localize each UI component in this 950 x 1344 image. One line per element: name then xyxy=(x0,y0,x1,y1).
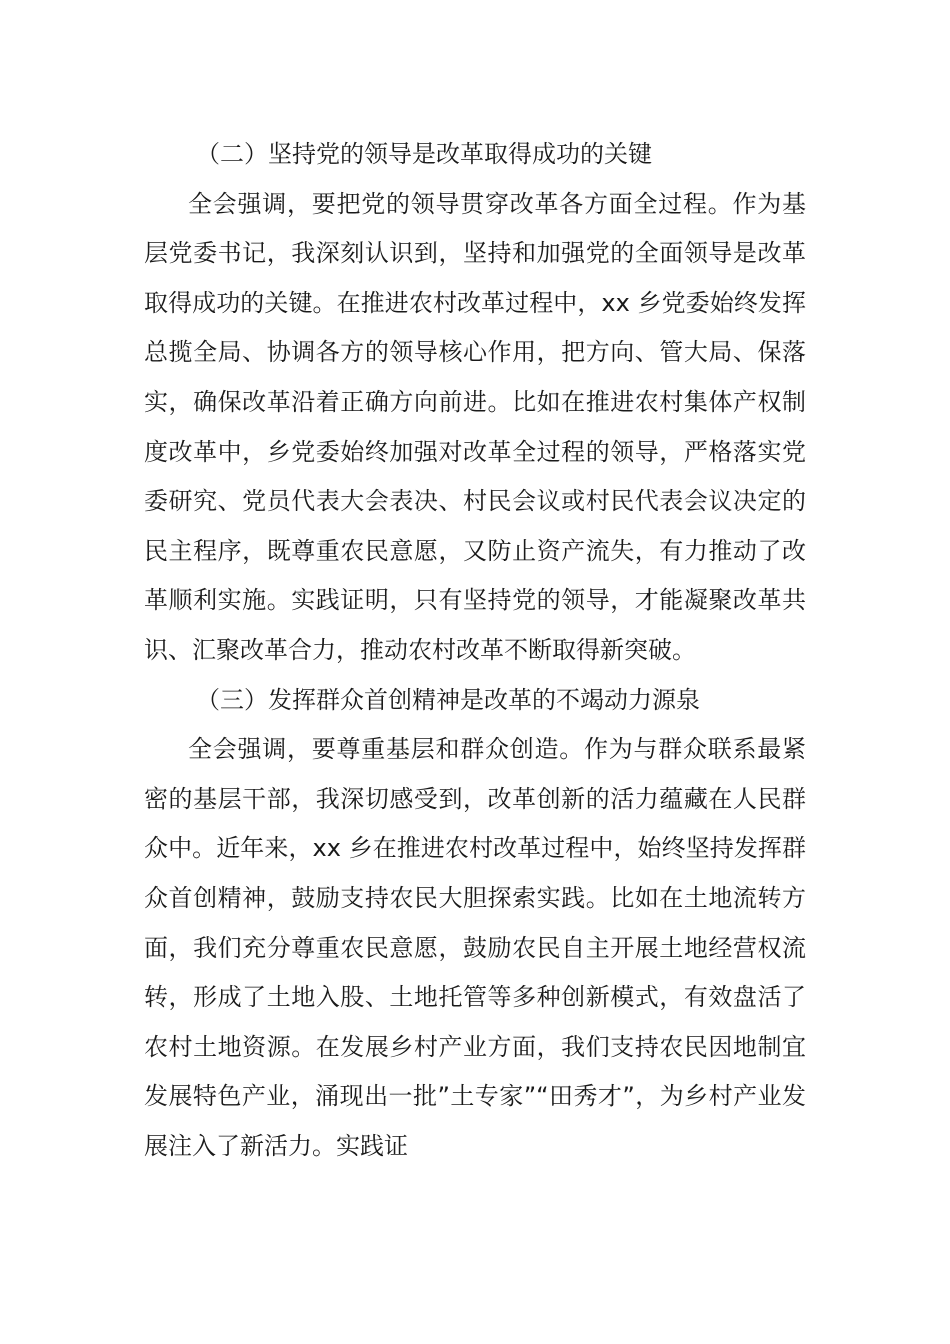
section-two-heading: （二）坚持党的领导是改革取得成功的关键 xyxy=(196,140,652,168)
section-two-paragraph: 全会强调，要把党的领导贯穿改革各方面全过程。作为基层党委书记，我深刻认识到，坚持和加强党的全面领导是改革取得成功的关键。在推进农村改革过程中，xx 乡党委始终发挥总揽全局、协调各方的领导核心作用，把方向、管大局、保落实，确保改革沿着正确方向前进。比如在推进农村集体产权制度改革中，乡党委始终加强对改革全过程的领导，严格落实党委研究、党员代表大会表决、村民会议或村民代表会议决定的民主程序，既尊重农民意愿，又防止资产流失，有力推动了改革顺利实施。实践证明，只有坚持党的领导，才能凝聚改革共识、汇聚改革合力，推动农村改革不断取得新突破。 xyxy=(144,189,806,664)
section-three-paragraph: 全会强调，要尊重基层和群众创造。作为与群众联系最紧密的基层干部，我深切感受到，改革创新的活力蕴藏在人民群众中。近年来，xx 乡在推进农村改革过程中，始终坚持发挥群众首创精神，鼓励支持农民大胆探索实践。比如在土地流转方面，我们充分尊重农民意愿，鼓励农民自主开展土地经营权流转，形成了土地入股、土地托管等多种创新模式，有效盘活了农村土地资源。在发展乡村产业方面，我们支持农民因地制宜发展特色产业，涌现出一批”土专家”“田秀才”，为乡村产业发展注入了新活力。实践证 xyxy=(144,735,806,1160)
section-three-heading: （三）发挥群众首创精神是改革的不竭动力源泉 xyxy=(196,685,700,714)
document-body xyxy=(144,130,806,1171)
